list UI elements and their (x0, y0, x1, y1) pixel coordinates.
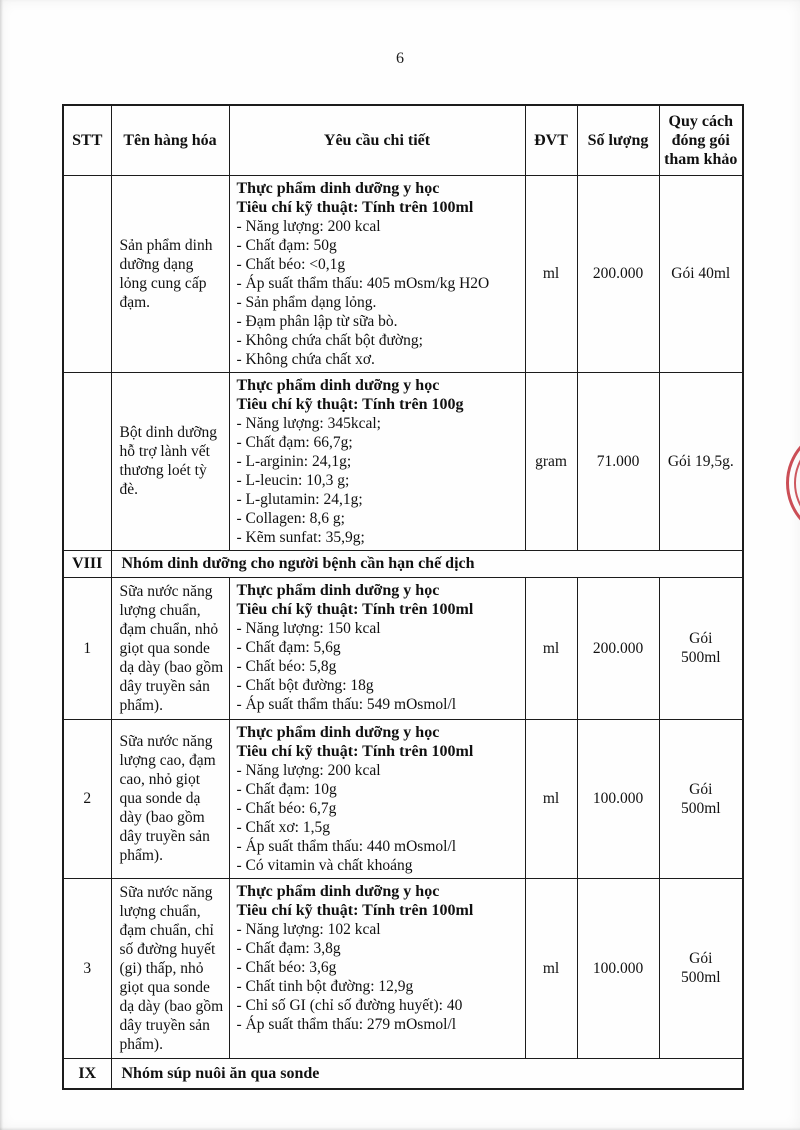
item-number: 1 (63, 577, 111, 719)
item-requirements (229, 175, 525, 372)
section-number: VIII (63, 550, 111, 577)
requirement-line: - L-glutamin: 24,1g; (236, 490, 363, 508)
section-row (63, 550, 743, 577)
packaging-line: Gói (689, 630, 713, 647)
requirement-line: - Chỉ số GI (chỉ số đường huyết): 40 (236, 996, 463, 1014)
red-seal-outer-ring (786, 426, 800, 540)
requirement-heading: Thực phẩm dinh dưỡng y học (236, 581, 440, 599)
requirement-line: - Không chứa chất xơ. (236, 350, 375, 368)
item-requirements (229, 719, 525, 878)
packaging-line: 500ml (680, 649, 721, 666)
requirement-line: - Áp suất thẩm thấu: 440 mOsmol/l (236, 837, 457, 855)
requirement-line: - L-leucin: 10,3 g; (236, 471, 350, 489)
item-quantity: 200.000 (577, 577, 659, 719)
table-row (63, 878, 743, 1058)
column-header: Số lượng (577, 105, 659, 175)
requirement-heading: Tiêu chí kỹ thuật: Tính trên 100g (236, 395, 464, 413)
section-row (63, 1058, 743, 1089)
item-number: 2 (63, 719, 111, 878)
requirement-line: - Chất béo: <0,1g (236, 255, 346, 273)
item-requirements (229, 372, 525, 550)
requirement-line: - Chất đạm: 5,6g (236, 638, 341, 656)
page-number: 6 (396, 50, 404, 67)
packaging-line: Gói 40ml (671, 265, 731, 282)
table-row (63, 372, 743, 550)
item-name: Sản phẩm dinh dưỡng dạng lỏng cung cấp đạm. (111, 175, 229, 372)
packaging-line: Gói (689, 780, 713, 798)
red-seal-inner-ring (794, 434, 800, 532)
column-header: STT (63, 105, 111, 175)
scan-edge-artifact (0, 0, 3, 1130)
section-title: Nhóm súp nuôi ăn qua sonde (111, 1058, 743, 1089)
item-unit: ml (525, 878, 577, 1058)
section-number: IX (63, 1058, 111, 1089)
item-quantity: 100.000 (577, 719, 659, 878)
requirement-line: - Năng lượng: 200 kcal (236, 761, 381, 779)
table-row (63, 175, 743, 372)
requirement-heading: Tiêu chí kỹ thuật: Tính trên 100ml (236, 742, 474, 760)
requirement-line: - Năng lượng: 200 kcal (236, 217, 381, 235)
requirement-line: - Áp suất thẩm thấu: 549 mOsmol/l (236, 695, 457, 713)
requirement-line: - Năng lượng: 102 kcal (236, 920, 381, 938)
requirement-line: - Chất đạm: 66,7g; (236, 433, 353, 451)
requirement-heading: Thực phẩm dinh dưỡng y học (236, 723, 440, 741)
item-unit: ml (525, 175, 577, 372)
item-packaging (659, 719, 743, 878)
table-body (63, 175, 743, 1089)
requirement-line: - Chất béo: 3,6g (236, 958, 337, 976)
requirement-line: - Chất tinh bột đường: 12,9g (236, 977, 414, 995)
requirement-heading: Thực phẩm dinh dưỡng y học (236, 376, 440, 394)
column-header: Tên hàng hóa (111, 105, 229, 175)
packaging-line: 500ml (680, 969, 721, 986)
table-row (63, 719, 743, 878)
item-quantity: 200.000 (577, 175, 659, 372)
item-name: Sữa nước năng lượng cao, đạm cao, nhỏ giọt qua sonde dạ dày (bao gồm dây truyền sản phẩm). (111, 719, 229, 878)
packaging-line: 500ml (680, 799, 721, 817)
requirement-heading: Thực phẩm dinh dưỡng y học (236, 882, 440, 900)
requirement-line: - Chất béo: 5,8g (236, 657, 337, 675)
requirement-line: - Chất đạm: 3,8g (236, 939, 341, 957)
item-requirements (229, 878, 525, 1058)
item-unit: gram (525, 372, 577, 550)
column-header: Yêu cầu chi tiết (229, 105, 525, 175)
item-number (63, 372, 111, 550)
item-quantity: 71.000 (577, 372, 659, 550)
requirement-heading: Tiêu chí kỹ thuật: Tính trên 100ml (236, 600, 474, 618)
requirement-line: - Có vitamin và chất khoáng (236, 856, 413, 874)
column-header: Quy cách đóng gói tham khảo (659, 105, 743, 175)
requirement-line: - Chất đạm: 50g (236, 236, 337, 254)
item-quantity: 100.000 (577, 878, 659, 1058)
requirement-line: - Chất béo: 6,7g (236, 799, 337, 817)
packaging-line: Gói (689, 950, 713, 967)
item-packaging (659, 577, 743, 719)
requirement-line: - Collagen: 8,6 g; (236, 509, 345, 527)
item-requirements (229, 577, 525, 719)
requirement-line: - Chất bột đường: 18g (236, 676, 374, 694)
section-title: Nhóm dinh dưỡng cho người bệnh cần hạn chế dịch (111, 550, 743, 577)
item-unit: ml (525, 577, 577, 719)
item-unit: ml (525, 719, 577, 878)
requirement-line: - L-arginin: 24,1g; (236, 452, 352, 470)
item-name: Sữa nước năng lượng chuẩn, đạm chuẩn, nhỏ giọt qua sonde dạ dày (bao gồm dây truyền sản phẩm). (111, 577, 229, 719)
table-header (63, 105, 743, 175)
item-packaging (659, 175, 743, 372)
requirement-line: - Chất xơ: 1,5g (236, 818, 330, 836)
requirement-heading: Tiêu chí kỹ thuật: Tính trên 100ml (236, 198, 474, 216)
table-header-row (63, 105, 743, 175)
requirement-line: - Áp suất thẩm thấu: 279 mOsmol/l (236, 1015, 457, 1033)
requirement-line: - Sản phẩm dạng lỏng. (236, 293, 377, 311)
table-row (63, 577, 743, 719)
item-packaging (659, 372, 743, 550)
requirement-heading: Thực phẩm dinh dưỡng y học (236, 179, 440, 197)
requirement-line: - Không chứa chất bột đường; (236, 331, 423, 349)
requirement-line: - Đạm phân lập từ sữa bò. (236, 312, 398, 330)
item-packaging (659, 878, 743, 1058)
item-number: 3 (63, 878, 111, 1058)
item-number (63, 175, 111, 372)
packaging-line: Gói 19,5g. (667, 452, 734, 470)
requirement-line: - Chất đạm: 10g (236, 780, 337, 798)
requirement-line: - Năng lượng: 345kcal; (236, 414, 381, 432)
item-name: Sữa nước năng lượng chuẩn, đạm chuẩn, chỉ số đường huyết (gi) thấp, nhỏ giọt qua sonde dạ dày (bao gồm dây truyền sản phẩm). (111, 878, 229, 1058)
requirement-line: - Áp suất thẩm thấu: 405 mOsm/kg H2O (236, 274, 490, 292)
products-table (62, 104, 744, 1090)
requirement-heading: Tiêu chí kỹ thuật: Tính trên 100ml (236, 901, 474, 919)
item-name: Bột dinh dưỡng hỗ trợ lành vết thương loét tỳ đè. (111, 372, 229, 550)
requirement-line: - Kẽm sunfat: 35,9g; (236, 528, 365, 546)
column-header: ĐVT (525, 105, 577, 175)
requirement-line: - Năng lượng: 150 kcal (236, 619, 381, 637)
